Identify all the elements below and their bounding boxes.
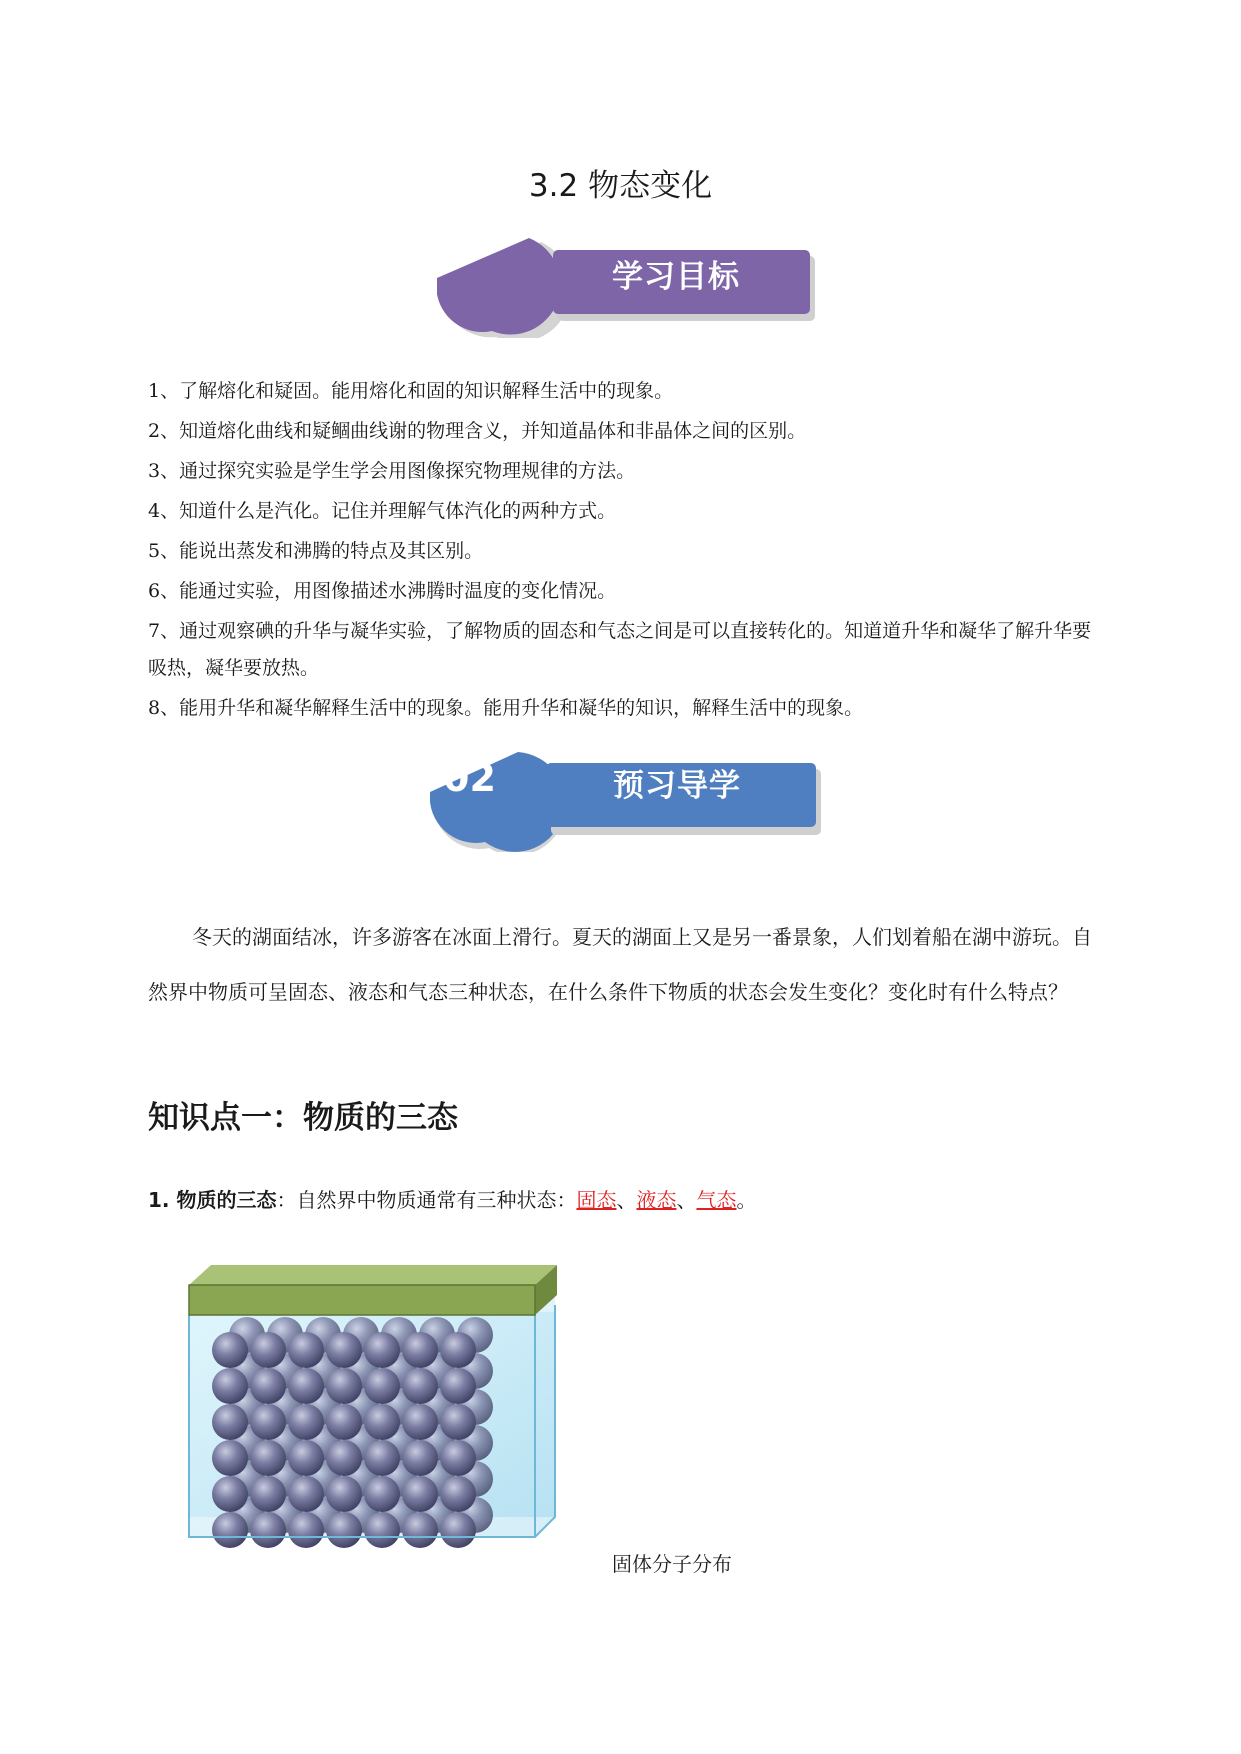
point-text: ：自然界中物质通常有三种状态： (276, 1188, 577, 1212)
molecule-sphere (326, 1404, 362, 1440)
molecule-sphere (364, 1368, 400, 1404)
molecule-sphere (288, 1404, 324, 1440)
banner-label-preview: 预习导学 (613, 768, 741, 804)
answer-liquid: 液态 (636, 1188, 677, 1212)
objective-item: 7、通过观察碘的升华与凝华实验，了解物质的固态和气态之间是可以直接转化的。知道道升华和凝华了解升华要吸热，凝华要放热。 (148, 620, 1092, 679)
molecule-sphere (250, 1332, 286, 1368)
objective-item: 6、能通过实验，用图像描述水沸腾时温度的变化情况。 (148, 580, 617, 602)
intro-paragraph: 冬天的湖面结冰，许多游客在冰面上滑行。夏天的湖面上又是另一番景象，人们划着船在湖中游玩。自然界中物质可呈固态、液态和气态三种状态，在什么条件下物质的状态会发生变化？变化时有什么特点？ (148, 925, 1092, 1004)
molecule-sphere (212, 1368, 248, 1404)
molecule-sphere (212, 1404, 248, 1440)
molecule-sphere (402, 1332, 438, 1368)
answer-solid: 固态 (576, 1188, 617, 1212)
answer-gas: 气态 (696, 1188, 737, 1212)
molecule-sphere (440, 1476, 476, 1512)
figure-caption: 固体分子分布 (612, 1552, 732, 1576)
molecule-sphere (364, 1404, 400, 1440)
separator: 、 (676, 1188, 697, 1212)
molecule-sphere (288, 1440, 324, 1476)
molecule-sphere (440, 1512, 476, 1548)
separator: 、 (616, 1188, 637, 1212)
molecule-sphere (250, 1440, 286, 1476)
molecule-sphere (364, 1476, 400, 1512)
molecule-sphere (326, 1332, 362, 1368)
period: 。 (736, 1188, 757, 1212)
molecule-sphere (402, 1404, 438, 1440)
molecule-sphere (326, 1440, 362, 1476)
molecule-sphere (326, 1476, 362, 1512)
knowledge-point (148, 1184, 756, 1213)
molecule-sphere (212, 1332, 248, 1368)
molecule-sphere (212, 1476, 248, 1512)
molecule-sphere (402, 1512, 438, 1548)
objective-item: 5、能说出蒸发和沸腾的特点及其区别。 (148, 540, 484, 562)
molecule-sphere (364, 1440, 400, 1476)
molecule-sphere (250, 1512, 286, 1548)
molecule-sphere (402, 1476, 438, 1512)
banner-label-objectives: 学习目标 (612, 259, 740, 295)
molecule-sphere (288, 1512, 324, 1548)
point-label: 1. 物质的三态 (148, 1188, 277, 1212)
molecule-sphere (326, 1368, 362, 1404)
solid-molecules-figure (185, 1265, 565, 1569)
molecule-sphere (326, 1512, 362, 1548)
molecule-sphere (364, 1332, 400, 1368)
molecule-sphere (440, 1368, 476, 1404)
section-banner-objectives (437, 238, 817, 338)
molecule-sphere (288, 1476, 324, 1512)
molecule-sphere (364, 1512, 400, 1548)
objective-item: 1、了解熔化和疑固。能用熔化和固的知识解释生活中的现象。 (148, 380, 674, 402)
molecule-sphere (402, 1368, 438, 1404)
molecule-sphere (440, 1404, 476, 1440)
molecule-sphere (402, 1440, 438, 1476)
objective-item: 2、知道熔化曲线和疑鲴曲线谢的物理含义，并知道晶体和非晶体之间的区别。 (148, 420, 807, 442)
section-heading: 知识点一：物质的三态 (148, 1100, 458, 1136)
objectives-list (148, 373, 1098, 730)
molecule-sphere (250, 1404, 286, 1440)
page-title: 3.2 物态变化 (528, 168, 713, 204)
banner-number: 02 (443, 756, 496, 800)
section-banner-preview (430, 752, 825, 852)
objective-item: 8、能用升华和凝华解释生活中的现象。能用升华和凝华的知识，解释生活中的现象。 (148, 697, 864, 719)
objective-item: 3、通过探究实验是学生学会用图像探究物理规律的方法。 (148, 460, 636, 482)
molecule-sphere (440, 1332, 476, 1368)
molecule-sphere (288, 1368, 324, 1404)
objective-item: 4、知道什么是汽化。记住并理解气体汽化的两种方式。 (148, 500, 617, 522)
molecule-sphere (212, 1512, 248, 1548)
molecule-box-illustration (185, 1265, 565, 1565)
molecule-sphere (212, 1440, 248, 1476)
molecule-sphere (440, 1440, 476, 1476)
molecule-sphere (288, 1332, 324, 1368)
molecule-sphere (250, 1476, 286, 1512)
molecule-sphere (250, 1368, 286, 1404)
